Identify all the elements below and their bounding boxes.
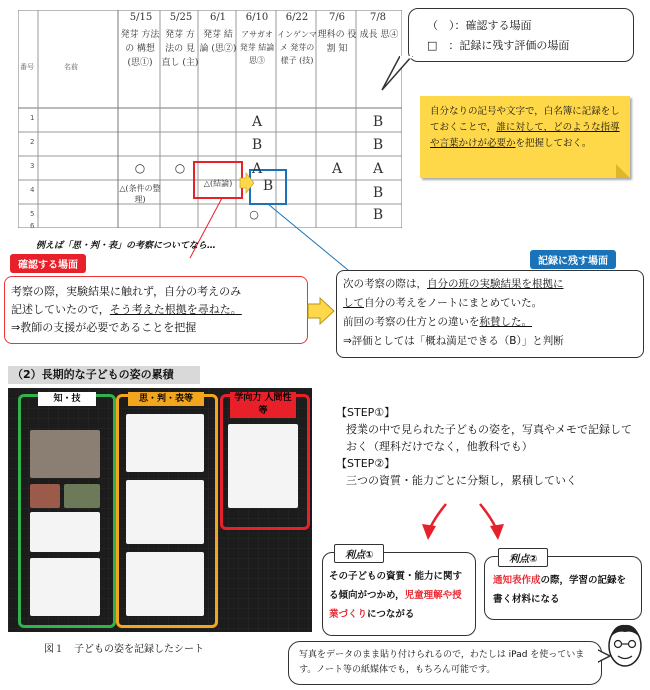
arrow-right-icon xyxy=(306,296,336,326)
mark: △(結論) xyxy=(203,179,233,188)
date-4: 6/10 xyxy=(245,12,269,23)
colhead-1: 発芽 方法の 構想 (思①) xyxy=(120,30,160,68)
date-3: 6/1 xyxy=(209,12,227,23)
mark: A xyxy=(251,161,263,177)
row-number: 5 xyxy=(30,210,35,218)
note-card xyxy=(126,480,204,544)
date-6: 7/6 xyxy=(328,12,346,23)
record-scene-box xyxy=(336,270,644,358)
teacher-face-icon xyxy=(604,620,646,670)
mark: ○ xyxy=(249,208,259,221)
mark: A xyxy=(251,114,263,130)
mark: B xyxy=(262,178,274,194)
column-attitude-head: 学向力 人間性等 xyxy=(230,392,296,418)
record-line-4: ⇒評価としては「概ね満足できる（B）」と判断 xyxy=(343,335,564,347)
colhead-6: 理科の 役割 知 xyxy=(317,30,357,54)
mark: B xyxy=(372,207,384,223)
merit1-text-red: 児童理解や授業づくり xyxy=(329,590,462,620)
record-board-image xyxy=(8,388,312,632)
record-scene-tag: 記録に残す場面 xyxy=(530,250,616,269)
row-number: 1 xyxy=(30,114,35,122)
steps-block xyxy=(336,404,642,489)
confirm-line-2b: そう考えた根拠を尋ねた。 xyxy=(109,303,242,316)
record-line-1a: 次の考察の際は， xyxy=(343,278,427,290)
step2-text: 三つの資質・能力ごとに分類し，累積していく xyxy=(346,474,577,487)
confirm-line-3: ⇒教師の支援が必要であることを把握 xyxy=(11,321,197,334)
step1-text: 授業の中で見られた子どもの姿を，写真やメモで記録しておく（理科だけでなく，他教科でも） xyxy=(346,423,632,453)
date-2: 5/25 xyxy=(169,12,193,23)
confirm-scene-box xyxy=(4,276,308,344)
note-card xyxy=(228,424,298,508)
merit1-tag: 利点① xyxy=(334,544,384,563)
date-5: 6/22 xyxy=(285,12,309,23)
mark: B xyxy=(372,185,384,201)
step2-title: 【STEP②】 xyxy=(336,457,396,470)
note-card xyxy=(126,414,204,472)
note-text-a: 自分なりの記号や文字で，白名簿に記録をしておくことで， xyxy=(430,106,620,133)
mark: ○ xyxy=(174,161,186,175)
mark: △(条件の整理) xyxy=(119,184,161,204)
colhead-2: 発芽 方法の 見直し (主) xyxy=(161,30,199,68)
mark: A xyxy=(331,161,343,177)
mark: B xyxy=(251,137,263,153)
colhead-5: インゲンマメ 発芽の 様子 (技) xyxy=(277,30,317,65)
header-name: 名前 xyxy=(64,63,78,71)
row-number: 2 xyxy=(30,138,35,146)
merit2-text-red: 通知表作成 xyxy=(493,575,541,586)
note-text-c: を把握しておく。 xyxy=(515,138,592,149)
step1-title: 【STEP①】 xyxy=(336,406,396,419)
teacher-speech-bubble xyxy=(288,641,602,685)
column-thinking-head: 思・判・表等 xyxy=(128,392,204,406)
photo-thumbnail xyxy=(30,430,100,478)
row-number: 4 xyxy=(30,186,35,194)
merit1-text-b: につながる xyxy=(367,609,415,620)
record-line-2b: 自分の考えをノートにまとめていた。 xyxy=(364,297,543,309)
mark: A xyxy=(372,161,384,177)
speech-text: 写真をデータのまま貼り付けられるので，わたしは iPad を使っています。ノート等の紙媒体でも，もちろん可能です。 xyxy=(299,650,585,675)
mark: B xyxy=(372,137,384,153)
note-text-underlined: 誰に対して，どのような指導や言葉かけが必要か xyxy=(430,122,620,149)
merit1-box xyxy=(322,552,476,636)
row-number: 3 xyxy=(30,162,35,170)
merit1-text-a: その子どもの資質・能力に関する傾向がつかめ， xyxy=(329,571,463,601)
photo-thumbnail xyxy=(30,484,60,508)
merit2-tag: 利点② xyxy=(498,548,548,567)
colhead-7: 成長 思④ xyxy=(359,30,399,40)
record-line-1b: 自分の班の実験結果を根拠に xyxy=(427,278,564,290)
date-1: 5/15 xyxy=(129,12,153,23)
legend-confirm: （ ）：確認する場面 xyxy=(427,19,532,32)
colhead-4: アサガオ 発芽 結論 思③ xyxy=(239,30,275,65)
row-number: 6 xyxy=(30,222,35,230)
column-knowledge-skill-head: 知・技 xyxy=(38,392,96,406)
record-line-3a: 前回の考察の仕方との違いを xyxy=(343,316,480,328)
note-card xyxy=(126,552,204,616)
mark: ○ xyxy=(134,161,146,175)
legend-record: □ ：記録に残す評価の場面 xyxy=(427,39,570,52)
record-line-3b: 称賛した。 xyxy=(479,316,532,328)
section2-title: （2）長期的な子どもの姿の累積 xyxy=(8,366,200,384)
figure-caption: 図１ 子どもの姿を記録したシート xyxy=(44,644,204,655)
note-card xyxy=(30,558,100,616)
confirm-line-1: 考察の際，実験結果に触れず，自分の考えのみ xyxy=(11,285,242,298)
colhead-3: 発芽 結論 (思②) xyxy=(199,30,237,54)
photo-thumbnail xyxy=(64,484,100,508)
merit2-text-b: の際，学習の記録を書く材料になる xyxy=(493,575,627,605)
mark: B xyxy=(372,114,384,130)
header-number: 番号 xyxy=(20,63,34,71)
record-line-2a: して xyxy=(343,297,364,309)
confirm-scene-tag: 確認する場面 xyxy=(10,254,86,273)
date-7: 7/8 xyxy=(369,12,387,23)
note-card xyxy=(30,512,100,552)
example-heading: 例えば「思・判・表」の考察についてなら… xyxy=(36,241,216,251)
branch-arrows xyxy=(410,500,520,544)
confirm-line-2a: 記述していたので， xyxy=(11,303,110,316)
